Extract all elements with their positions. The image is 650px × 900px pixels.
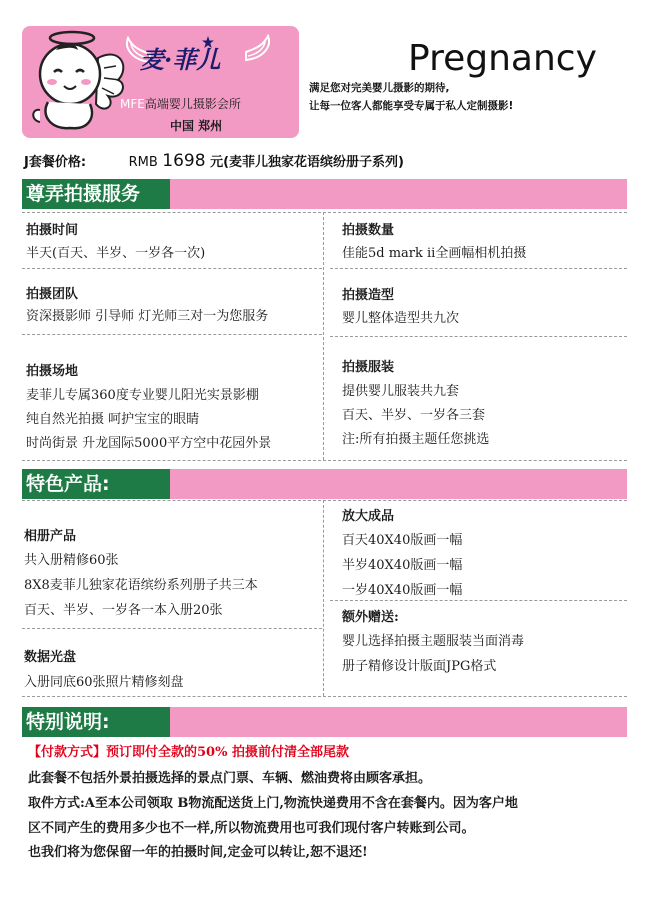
- note-line-3: 区不同产生的费用多少也不一样,所以物流费用也可我们现付客户转账到公司。: [28, 821, 475, 836]
- payment-note: 【付款方式】预订即付全款的50% 拍摄前付清全部尾款: [28, 745, 349, 760]
- venue-line-2: 纯自然光拍摄 呵护宝宝的眼睛: [26, 412, 200, 427]
- enlarge-line-3: 一岁40X40版画一幅: [342, 583, 463, 598]
- divider: [22, 460, 627, 461]
- gift-line-2: 册子精修设计版面JPG格式: [342, 659, 497, 674]
- section-header-notes: [22, 707, 627, 737]
- divider: [330, 268, 627, 269]
- costume-line-1: 提供婴儿服装共九套: [342, 384, 460, 399]
- price-currency: RMB: [128, 155, 158, 170]
- costume-line-2: 百天、半岁、一岁各三套: [342, 408, 486, 423]
- style-value: 婴儿整体造型共九次: [342, 311, 460, 326]
- section-title-service: 尊弄拍摄服务: [22, 179, 170, 209]
- album-line-1: 共入册精修60张: [24, 553, 119, 568]
- tagline-line-1: 满足您对完美婴儿摄影的期待,: [309, 82, 450, 94]
- right-wing-icon: [244, 34, 274, 64]
- brand-mfe: MFE: [120, 97, 145, 111]
- divider: [22, 628, 322, 629]
- album-line-2: 8X8麦菲儿独家花语缤纷系列册子共三本: [24, 578, 258, 593]
- brand-city: 中国 郑州: [170, 119, 223, 133]
- disc-line-1: 入册同底60张照片精修刻盘: [24, 675, 184, 690]
- brand-sub-text: 高端婴儿摄影会所: [144, 97, 241, 111]
- team-value: 资深摄影师 引导师 灯光师三对一为您服务: [26, 309, 269, 324]
- section-header-products: [22, 469, 627, 499]
- enlarge-line-2: 半岁40X40版画一幅: [342, 558, 463, 573]
- note-line-4: 也我们将为您保留一年的拍摄时间,定金可以转让,恕不退还!: [28, 845, 368, 860]
- album-heading: 相册产品: [24, 529, 77, 544]
- divider: [323, 212, 324, 460]
- team-heading: 拍摄团队: [26, 287, 79, 302]
- venue-line-3: 时尚街景 升龙国际5000平方空中花园外景: [26, 436, 272, 451]
- style-heading: 拍摄造型: [342, 288, 395, 303]
- divider: [330, 336, 627, 337]
- album-line-3: 百天、半岁、一岁各一本入册20张: [24, 603, 223, 618]
- disc-heading: 数据光盘: [24, 650, 77, 665]
- divider: [323, 500, 324, 696]
- section-header-service: [22, 179, 627, 209]
- brand-name: 麦·菲儿: [140, 45, 221, 74]
- section-title-products: 特色产品:: [22, 469, 170, 499]
- price-label: J套餐价格:: [24, 155, 87, 170]
- section-title-notes: 特别说明:: [22, 707, 170, 737]
- divider: [22, 500, 627, 501]
- gift-line-1: 婴儿选择拍摄主题服装当面消毒: [342, 634, 525, 649]
- enlarge-line-1: 百天40X40版画一幅: [342, 533, 463, 548]
- price-row: [24, 151, 404, 171]
- note-line-2: 取件方式:A至本公司领取 B物流配送货上门,物流快递费用不含在套餐内。因为客户地: [28, 796, 518, 811]
- divider: [22, 334, 322, 335]
- time-heading: 拍摄时间: [26, 223, 79, 238]
- time-value: 半天(百天、半岁、一岁各一次): [26, 246, 206, 261]
- costume-heading: 拍摄服装: [342, 360, 395, 375]
- page-title: Pregnancy: [408, 38, 597, 79]
- cupid-icon: [26, 28, 134, 134]
- price-amount: 1698: [162, 151, 206, 171]
- price-series: 元(麦菲儿独家花语缤纷册子系列): [210, 155, 404, 170]
- divider: [330, 600, 627, 601]
- tagline-line-2: 让每一位客人都能享受专属于私人定制摄影!: [309, 100, 514, 112]
- note-line-1: 此套餐不包括外景拍摄选择的景点门票、车辆、燃油费将由顾客承担。: [28, 771, 432, 786]
- divider: [22, 212, 627, 213]
- brand-subtitle: [120, 95, 241, 112]
- venue-line-1: 麦菲儿专属360度专业婴儿阳光实景影棚: [26, 388, 259, 403]
- enlarge-heading: 放大成品: [342, 509, 395, 524]
- gift-heading: 额外赠送:: [342, 610, 399, 625]
- count-heading: 拍摄数量: [342, 223, 395, 238]
- divider: [22, 696, 627, 697]
- count-value: 佳能5d mark ii全画幅相机拍摄: [342, 246, 527, 261]
- venue-heading: 拍摄场地: [26, 364, 79, 379]
- divider: [22, 268, 322, 269]
- costume-line-3: 注:所有拍摄主题任您挑选: [342, 432, 490, 447]
